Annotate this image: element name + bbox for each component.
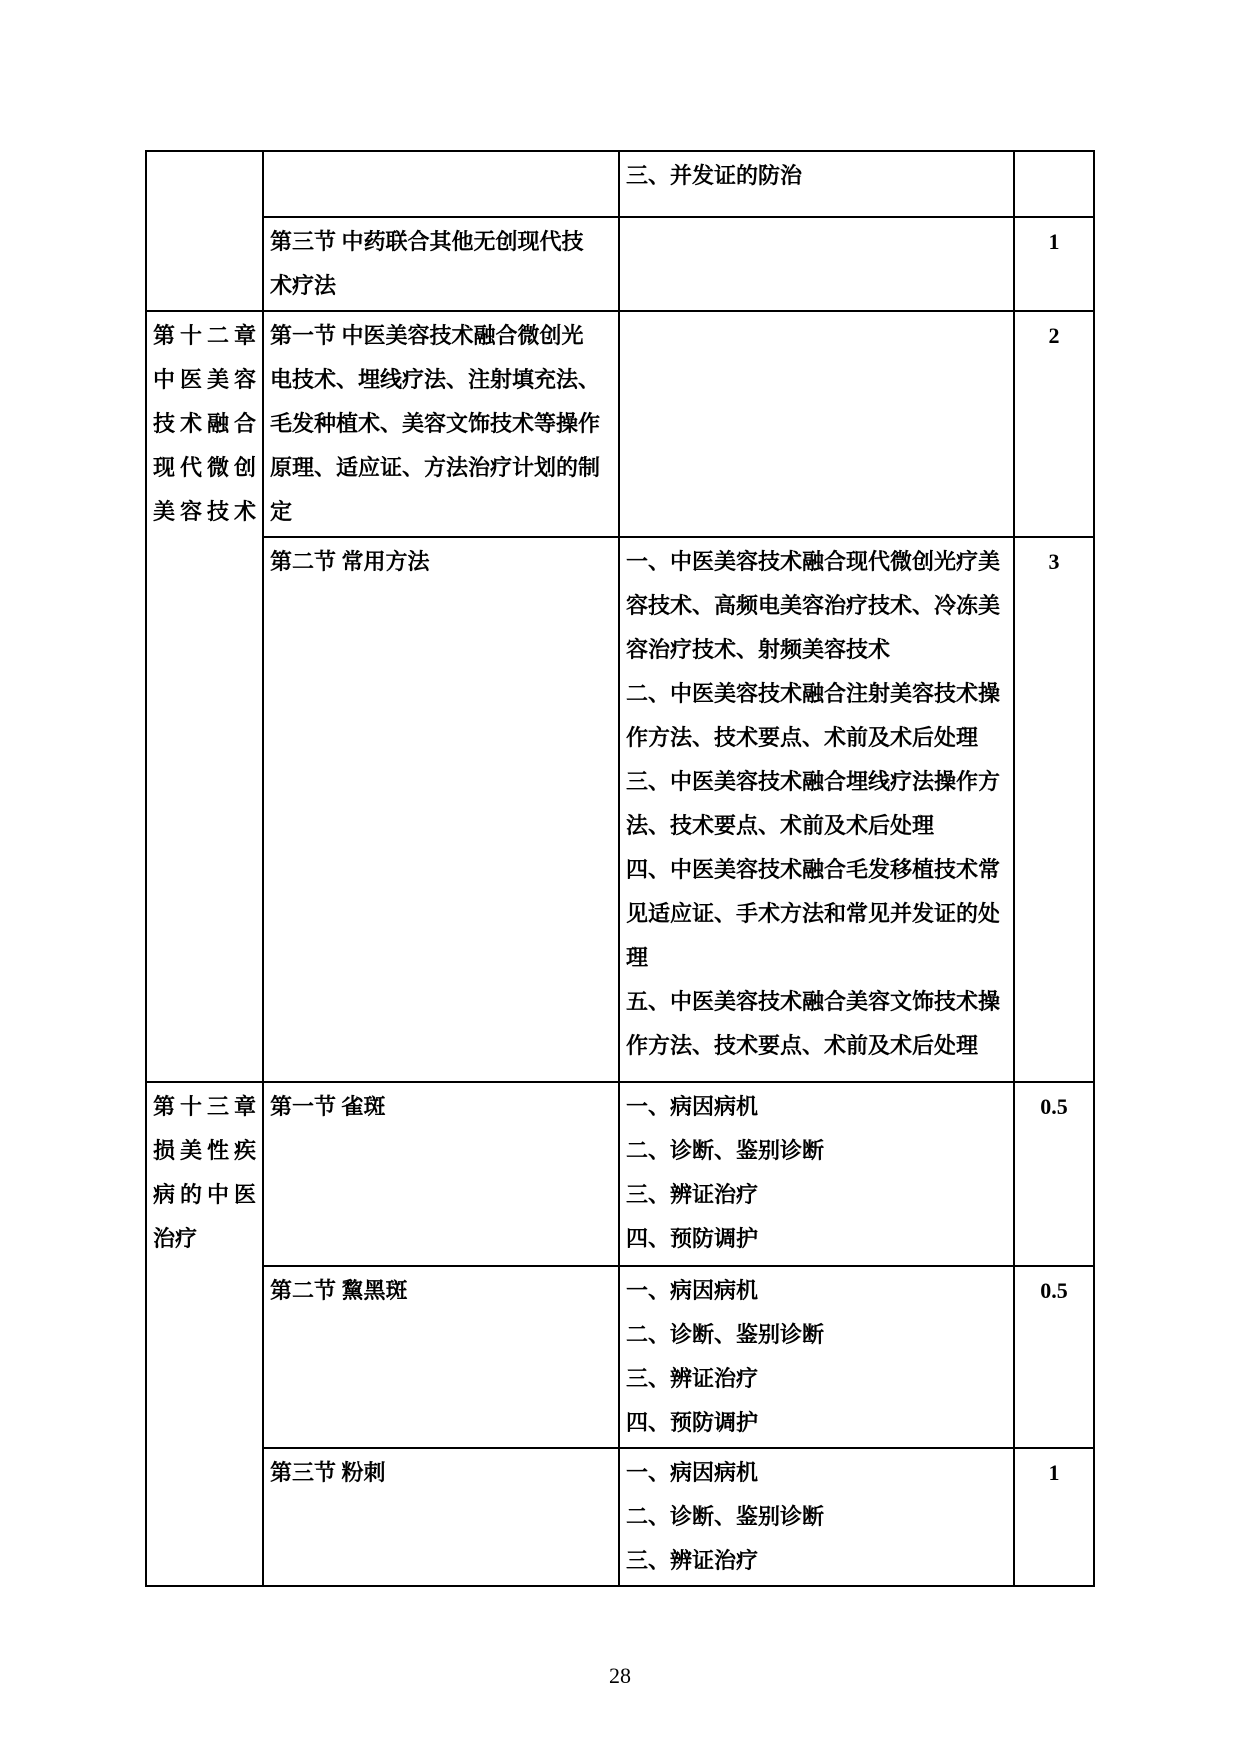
chapter-cell-12 [146,311,263,1082]
content-line: 三、辨证治疗 [626,1548,759,1573]
hours-value: 1 [1048,229,1060,254]
content-line: 一、中医美容技术融合现代微创光疗美 [626,549,1001,574]
section-line: 定 [270,499,293,524]
content-line: 三、辨证治疗 [626,1366,759,1391]
hours-cell [1014,151,1094,217]
chapter-line: 第十二章 [153,323,256,348]
content-line: 理 [626,945,649,970]
chapter-line: 第十三章 [153,1094,256,1119]
chapter-line: 病的中医 [153,1182,256,1207]
table-row [146,1082,1094,1266]
content-line: 一、病因病机 [626,1460,759,1485]
section-line: 第二节 黧黑斑 [270,1278,408,1303]
section-cell [263,311,619,537]
syllabus-table [145,150,1095,1587]
content-line: 二、中医美容技术融合注射美容技术操 [626,681,1001,706]
section-cell [263,1082,619,1266]
chapter-line: 损美性疾 [153,1138,256,1163]
hours-cell [1014,1448,1094,1586]
content-line: 作方法、技术要点、术前及术后处理 [626,725,979,750]
content-line: 四、预防调护 [626,1226,759,1251]
hours-cell [1014,1266,1094,1448]
content-line: 容治疗技术、射频美容技术 [626,637,891,662]
hours-value: 0.5 [1040,1278,1068,1303]
table-row [146,151,1094,217]
content-line: 三、辨证治疗 [626,1182,759,1207]
section-line: 电技术、埋线疗法、注射填充法、 [270,367,601,392]
hours-cell [1014,217,1094,311]
table-row [146,537,1094,1082]
hours-cell [1014,1082,1094,1266]
content-line: 作方法、技术要点、术前及术后处理 [626,1033,979,1058]
section-line: 术疗法 [270,273,337,298]
section-cell [263,217,619,311]
hours-value: 2 [1048,323,1060,348]
chapter-line: 现代微创 [153,455,256,480]
section-line: 第一节 中医美容技术融合微创光 [270,323,584,348]
content-line: 容技术、高频电美容治疗技术、冷冻美 [626,593,1001,618]
section-cell [263,537,619,1082]
chapter-line: 美容技术 [153,499,256,524]
section-cell [263,1448,619,1586]
content-line: 二、诊断、鉴别诊断 [626,1504,825,1529]
content-cell [619,1266,1014,1448]
content-cell [619,151,1014,217]
content-cell [619,1448,1014,1586]
section-cell [263,1266,619,1448]
content-cell [619,217,1014,311]
content-line: 二、诊断、鉴别诊断 [626,1138,825,1163]
chapter-line: 技术融合 [153,411,256,436]
page-number: 28 [609,1663,631,1688]
chapter-cell-empty [146,151,263,311]
hours-value: 0.5 [1040,1094,1068,1119]
content-line: 一、病因病机 [626,1094,759,1119]
section-line: 第三节 粉刺 [270,1460,386,1485]
table-row [146,1266,1094,1448]
section-line: 毛发种植术、美容文饰技术等操作 [270,411,601,436]
table-row [146,217,1094,311]
section-line: 原理、适应证、方法治疗计划的制 [270,455,601,480]
content-line: 法、技术要点、术前及术后处理 [626,813,935,838]
chapter-line: 治疗 [153,1226,198,1251]
hours-cell [1014,311,1094,537]
content-cell [619,1082,1014,1266]
hours-value: 1 [1048,1460,1060,1485]
content-line: 五、中医美容技术融合美容文饰技术操 [626,989,1001,1014]
content-line: 四、预防调护 [626,1410,759,1435]
table-row [146,311,1094,537]
section-line: 第二节 常用方法 [270,549,430,574]
section-line: 第三节 中药联合其他无创现代技 [270,229,584,254]
content-line: 三、中医美容技术融合埋线疗法操作方 [626,769,1001,794]
hours-cell [1014,537,1094,1082]
chapter-line: 中医美容 [153,367,256,392]
content-line: 四、中医美容技术融合毛发移植技术常 [626,857,1001,882]
content-line: 二、诊断、鉴别诊断 [626,1322,825,1347]
section-line: 第一节 雀斑 [270,1094,386,1119]
table-row [146,1448,1094,1586]
chapter-cell-13 [146,1082,263,1586]
content-cell [619,537,1014,1082]
content-line: 一、病因病机 [626,1278,759,1303]
content-line: 三、并发证的防治 [626,163,803,188]
section-cell [263,151,619,217]
hours-value: 3 [1048,549,1060,574]
content-cell [619,311,1014,537]
content-line: 见适应证、手术方法和常见并发证的处 [626,901,1001,926]
